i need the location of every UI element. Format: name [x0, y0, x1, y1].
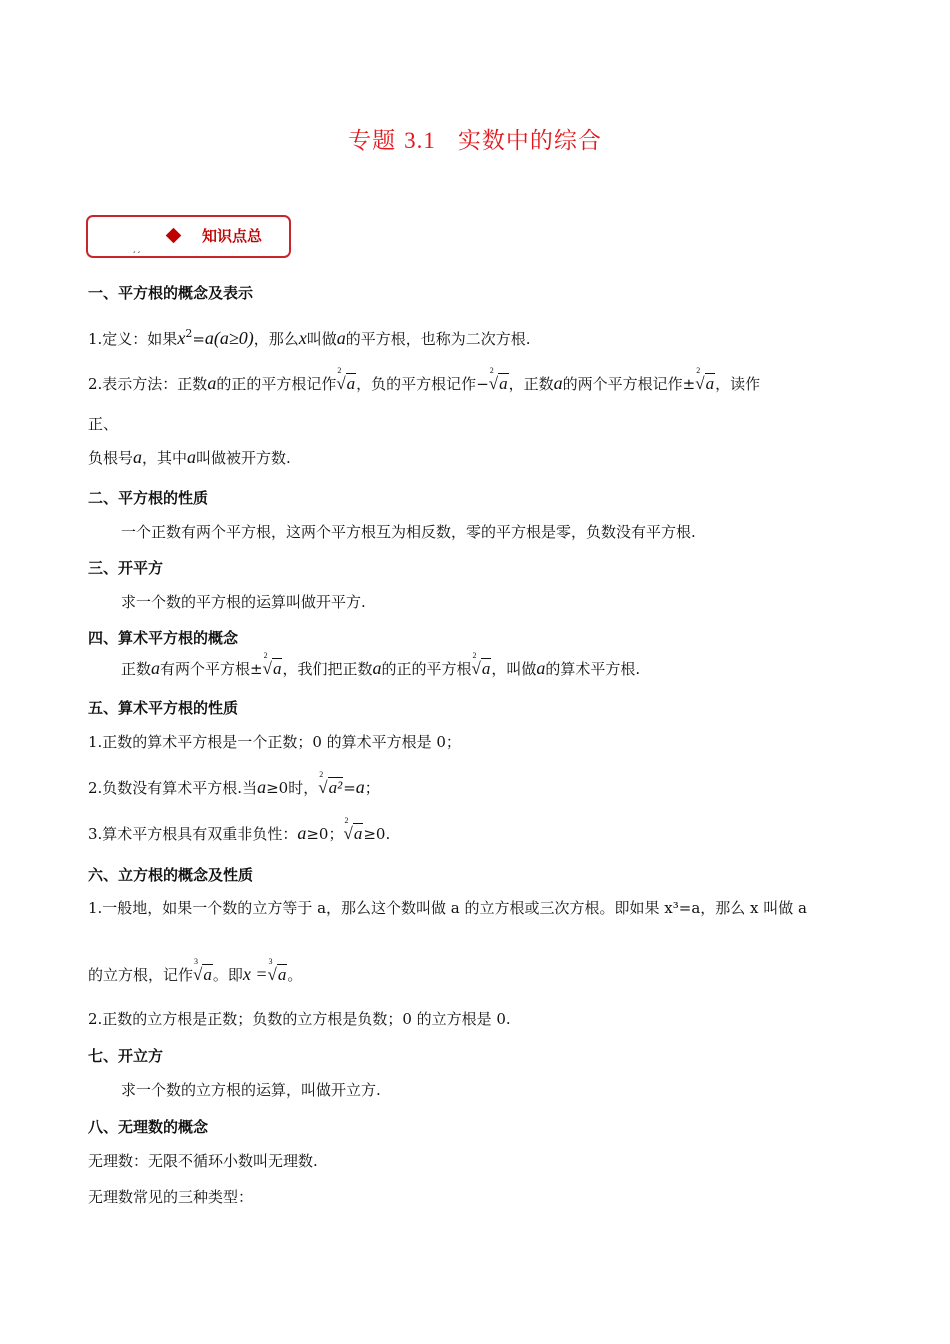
- text: 的正的平方根记作: [216, 375, 337, 393]
- irrational-types: 无理数常见的三种类型：: [88, 1188, 254, 1206]
- root-index: 2: [489, 366, 494, 375]
- text: 正数: [121, 660, 152, 678]
- root-index: 3: [194, 957, 199, 966]
- text: 的算术平方根.: [545, 660, 641, 678]
- math: ≥0: [266, 779, 289, 797]
- notation-line-cont: [88, 447, 291, 468]
- text: ，读作: [715, 375, 761, 393]
- text: ；: [328, 825, 344, 843]
- math: ≥0: [306, 825, 329, 843]
- math: a: [297, 823, 307, 843]
- text: 。即: [212, 966, 243, 984]
- section-heading-7: 七、开立方: [88, 1047, 164, 1065]
- math: x: [177, 328, 186, 348]
- cbrt-a: [267, 957, 288, 985]
- text: 的正的平方根: [381, 660, 472, 678]
- sqrt-a: [695, 366, 715, 394]
- text: ，其中: [142, 449, 188, 467]
- radicand: a: [705, 374, 715, 393]
- root-index: 2: [263, 651, 268, 660]
- math: ≥0: [363, 825, 386, 843]
- root-index: 2: [472, 651, 477, 660]
- section-heading-2: 二、平方根的性质: [88, 489, 209, 507]
- math: a: [372, 658, 382, 678]
- section-heading-5: 五、算术平方根的性质: [88, 699, 239, 717]
- text: ，我们把正数: [282, 660, 373, 678]
- cube-root-line-3: 2.正数的立方根是正数；负数的立方根是负数；0 的立方根是 0.: [88, 1010, 511, 1028]
- text: .: [385, 825, 391, 843]
- arithmetic-root-line: [121, 651, 641, 679]
- math: a: [355, 777, 365, 797]
- math: a: [536, 658, 546, 678]
- paragraph: 一个正数有两个平方根，这两个平方根互为相反数，零的平方根是零，负数没有平方根.: [121, 523, 696, 541]
- property-line-1: 1.正数的算术平方根是一个正数；0 的算术平方根是 0；: [88, 733, 461, 751]
- root-index: 2: [344, 816, 349, 825]
- radicand: a²: [328, 778, 343, 797]
- math: x: [298, 328, 307, 348]
- text: 的立方根，记作: [88, 966, 194, 984]
- notation-line-wrap: 正、: [88, 415, 119, 433]
- box-tick-mark: ¸¸: [132, 244, 141, 254]
- cube-root-line-1: 1.一般地，如果一个数的立方等于 a，那么这个数叫做 a 的立方根或三次方根。即如果 x³=a，那么 x 叫做 a: [88, 899, 807, 917]
- text: 的平方根，也称为二次方根.: [345, 330, 531, 348]
- math: a: [336, 328, 346, 348]
- section-heading-3: 三、开平方: [88, 559, 164, 577]
- math: =: [343, 779, 356, 797]
- text: 2.表示方法：正数: [88, 375, 208, 393]
- sqrt-a: [471, 651, 491, 679]
- root-index: 3: [268, 957, 273, 966]
- text: ，正数: [508, 375, 554, 393]
- math: a: [553, 373, 563, 393]
- page-title: [0, 122, 950, 155]
- text: ；: [364, 779, 380, 797]
- root-index: 2: [319, 770, 324, 779]
- radicand: a: [203, 965, 212, 984]
- sqrt-a: [343, 816, 363, 844]
- section-heading-4: 四、算术平方根的概念: [88, 629, 239, 647]
- math: a: [257, 777, 267, 797]
- irrational-definition: 无理数：无限不循环小数叫无理数.: [88, 1152, 318, 1170]
- paragraph: 求一个数的立方根的运算，叫做开立方.: [121, 1081, 381, 1099]
- radicand: a: [346, 374, 356, 393]
- text: 1.定义：如果: [88, 330, 178, 348]
- math: a: [187, 447, 197, 467]
- text: 有两个平方根: [160, 660, 251, 678]
- text: ，负的平方根记作: [356, 375, 477, 393]
- property-line-3: [88, 816, 391, 844]
- text: 负根号: [88, 449, 134, 467]
- root-index: 2: [696, 366, 701, 375]
- paragraph: 求一个数的平方根的运算叫做开平方.: [121, 593, 366, 611]
- radical-sign: √: [695, 374, 705, 393]
- section-heading-6: 六、立方根的概念及性质: [88, 866, 254, 884]
- radical-sign: √: [343, 824, 353, 843]
- math: a: [207, 373, 217, 393]
- math: ±: [682, 375, 696, 393]
- cbrt-a: [193, 957, 213, 985]
- radical-sign: √: [488, 374, 499, 393]
- notation-line: [88, 366, 761, 394]
- math: x =: [242, 964, 268, 984]
- cube-root-line-2: [88, 957, 303, 985]
- section-heading-1: 一、平方根的概念及表示: [88, 284, 254, 302]
- radical-sign: √: [193, 965, 203, 984]
- radicand: a: [277, 965, 287, 984]
- sqrt-a: [336, 366, 356, 394]
- math: (a≥0): [213, 328, 254, 348]
- sqrt-a: [262, 651, 283, 679]
- knowledge-label: 知识点总: [202, 227, 263, 245]
- radical-sign: √: [471, 659, 481, 678]
- definition-line: [88, 327, 531, 349]
- text: 叫做: [306, 330, 337, 348]
- radical-sign: √: [336, 374, 346, 393]
- diamond-icon: [166, 228, 182, 244]
- math: a: [133, 447, 143, 467]
- text: 叫做被开方数.: [196, 449, 291, 467]
- math: −: [476, 375, 489, 393]
- text: 2.负数没有算术平方根.当: [88, 779, 258, 797]
- radicand: a: [481, 659, 491, 678]
- title-prefix: 专题: [348, 128, 397, 154]
- text: 时，: [288, 779, 319, 797]
- radical-sign: √: [267, 965, 277, 984]
- title-text: 实数中的综合: [457, 128, 602, 154]
- radicand: a: [272, 659, 282, 678]
- math: 2: [185, 327, 193, 340]
- root-index: 2: [337, 366, 342, 375]
- knowledge-summary-box: [86, 215, 291, 258]
- text: ，叫做: [491, 660, 537, 678]
- sqrt-a-squared: [318, 770, 343, 798]
- radicand: a: [353, 824, 363, 843]
- math: a: [204, 328, 214, 348]
- property-line-2: [88, 770, 380, 798]
- radicand: a: [499, 374, 508, 393]
- math: ±: [250, 660, 263, 678]
- text: 3.算术平方根具有双重非负性：: [88, 825, 298, 843]
- section-heading-8: 八、无理数的概念: [88, 1118, 209, 1136]
- radical-sign: √: [262, 659, 272, 678]
- math: a: [151, 658, 161, 678]
- text: ，那么: [253, 330, 299, 348]
- text: 。: [287, 966, 303, 984]
- sqrt-a: [488, 366, 509, 394]
- math: =: [192, 330, 205, 348]
- title-number: 3.1: [404, 128, 436, 153]
- text: 的两个平方根记作: [562, 375, 683, 393]
- radical-sign: √: [318, 778, 328, 797]
